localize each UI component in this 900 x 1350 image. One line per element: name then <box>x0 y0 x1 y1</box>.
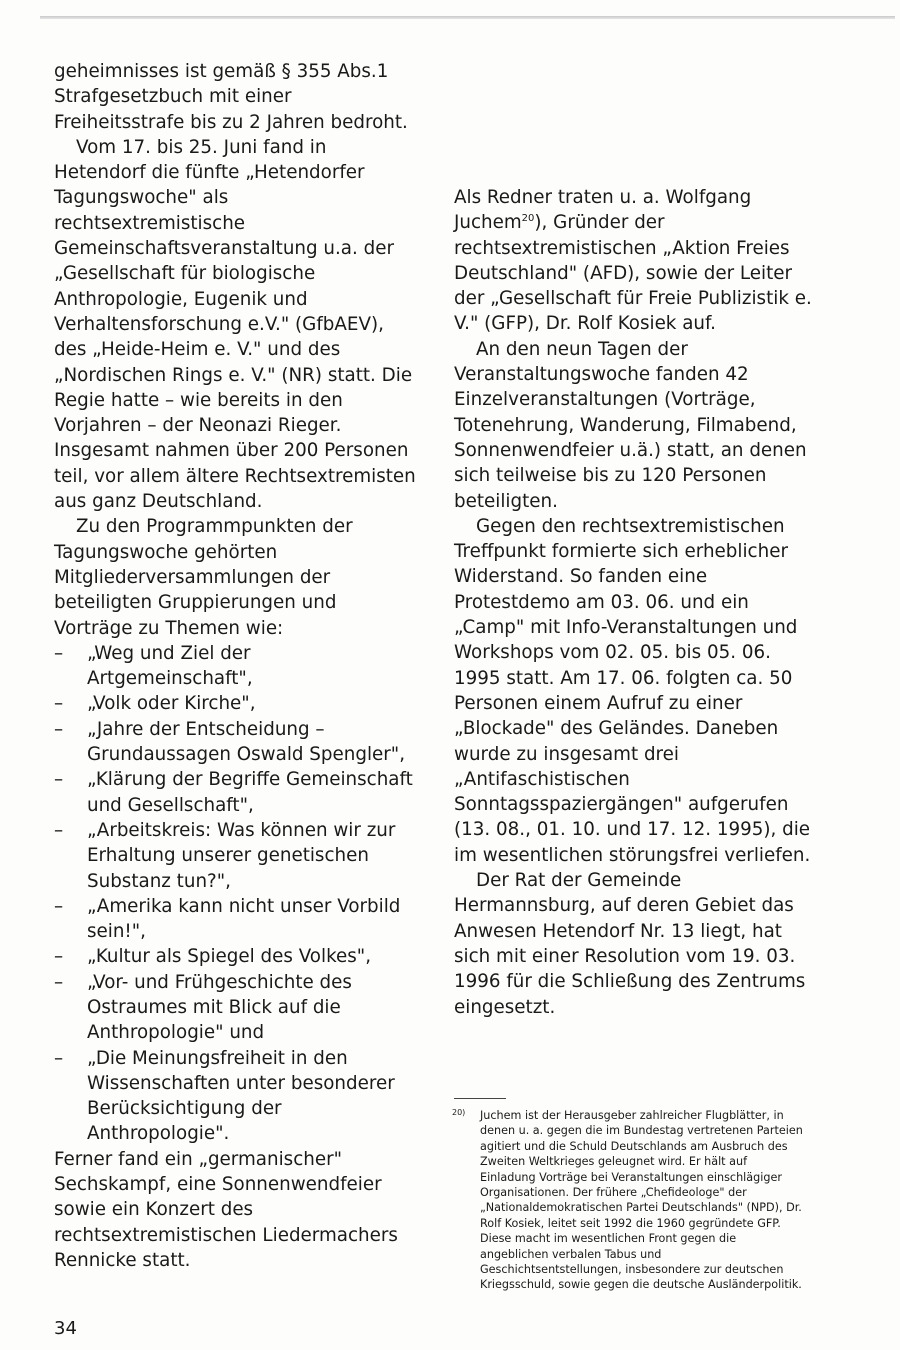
paragraph-text: Als Redner traten u. a. Wolfgang Juchem <box>454 187 752 234</box>
list-item: – „Volk oder Kirche", <box>54 691 419 716</box>
topic-list <box>54 641 419 1147</box>
footnote-separator <box>454 1098 506 1099</box>
paragraph <box>454 185 819 337</box>
footnote-marker: 20) <box>452 1108 466 1117</box>
paragraph: Gegen den rechtsextremistischen Treffpunkt formierte sich erheblicher Widerstand. So fanden eine Protestdemo am 03. 06. und ein „Camp" mit Info-Veranstaltungen und Workshops vom 02. 05. bis 05. 06. 1995 statt. Am 17. 06. folgten ca. 50 Personen einem Aufruf zu einer „Blockade" des Geländes. Daneben wurde zu insgesamt drei „Antifaschistischen Sonntagsspaziergängen" aufgerufen (13. 08., 01. 10. und 17. 12. 1995), die im wesentlichen störungsfrei verliefen. <box>454 515 811 866</box>
paragraph: Ferner fand ein „germanischer" Sechskampf, eine Sonnenwendfeier sowie ein Konzert des rechtsextremistischen Liedermachers Rennicke statt. <box>54 1148 398 1271</box>
footnote-text: Juchem ist der Herausgeber zahlreicher Flugblätter, in denen u. a. gegen die im Bundestag vertretenen Parteien agitiert und die Schuld Deutschlands am Ausbruch des Zweiten Weltkrieges geleugnet wird. Er hält auf Einladung Vorträge bei Veranstaltungen einschlägiger Organisationen. Der frühere „Chefideologe" der „Nationaldemokratischen Partei Deutschlands" (NPD), Dr. Rolf Kosiek, leitet seit 1992 die 1960 gegründete GFP. Diese macht im wesentlichen Front gegen die angeblichen verbalen Tabus und Geschichtsentstellungen, insbesondere zur deutschen Kriegsschuld, sowie gegen die deutsche Ausländerpolitik. <box>480 1109 803 1292</box>
list-item: – „Die Meinungsfreiheit in den Wissenschaften unter besonderer Berücksichtigung der Anthropologie". <box>54 1046 419 1147</box>
paragraph: Zu den Programmpunkten der Tagungswoche gehörten Mitgliederversammlungen der beteiligten Gruppierungen und Vorträge zu Themen wie: <box>54 516 353 639</box>
list-item: – „Kultur als Spiegel des Volkes", <box>54 944 419 969</box>
list-item: – „Vor- und Frühgeschichte des Ostraumes mit Blick auf die Anthropologie" und <box>54 970 419 1046</box>
list-item: – „Jahre der Entscheidung – Grundaussagen Oswald Spengler", <box>54 717 419 768</box>
paragraph: Vom 17. bis 25. Juni fand in Hetendorf die fünfte „Hetendorfer Tagungswoche" als rechtsextremistische Gemeinschaftsveranstaltung u.a. der „Gesellschaft für biologische Anthropologie, Eugenik und Verhaltensforschung e.V." (GfbAEV), des „Heide-Heim e. V." und des „Nordischen Rings e. V." (NR) statt. Die Regie hatte – wie bereits in den Vorjahren – der Neonazi Rieger. Insgesamt nahmen über 200 Personen teil, vor allem ältere Rechtsextremisten aus ganz Deutschland. <box>54 136 416 513</box>
list-item: – „Klärung der Begriffe Gemeinschaft und Gesellschaft", <box>54 767 419 818</box>
paragraph: An den neun Tagen der Veranstaltungswoche fanden 42 Einzelveranstaltungen (Vorträge, Totenehrung, Wanderung, Filmabend, Sonnenwendfeier u.ä.) statt, an denen sich teilweise bis zu 120 Personen beteiligten. <box>454 338 807 512</box>
list-item: – „Amerika kann nicht unser Vorbild sein!", <box>54 894 419 945</box>
paragraph-text: ), Gründer der rechtsextremistischen „Aktion Freies Deutschland" (AFD), sowie der Leiter der „Gesellschaft für Freie Publizistik e. V." (GFP), Dr. Rolf Kosiek auf. <box>454 212 812 335</box>
left-column <box>54 59 419 1273</box>
top-rule <box>40 16 895 19</box>
right-column <box>454 185 819 1020</box>
paragraph: geheimnisses ist gemäß § 355 Abs.1 Strafgesetzbuch mit einer Freiheitsstrafe bis zu 2 Jahren bedroht. <box>54 61 408 133</box>
page-number: 34 <box>54 1318 77 1339</box>
list-item: – „Arbeitskreis: Was können wir zur Erhaltung unserer genetischen Substanz tun?", <box>54 818 419 894</box>
footnote <box>454 1108 804 1293</box>
footnote-reference: 20 <box>521 213 535 225</box>
paragraph: Der Rat der Gemeinde Hermannsburg, auf deren Gebiet das Anwesen Hetendorf Nr. 13 liegt, hat sich mit einer Resolution vom 19. 03. 1996 für die Schließung des Zentrums eingesetzt. <box>454 870 806 1018</box>
list-item: – „Weg und Ziel der Artgemeinschaft", <box>54 641 419 692</box>
